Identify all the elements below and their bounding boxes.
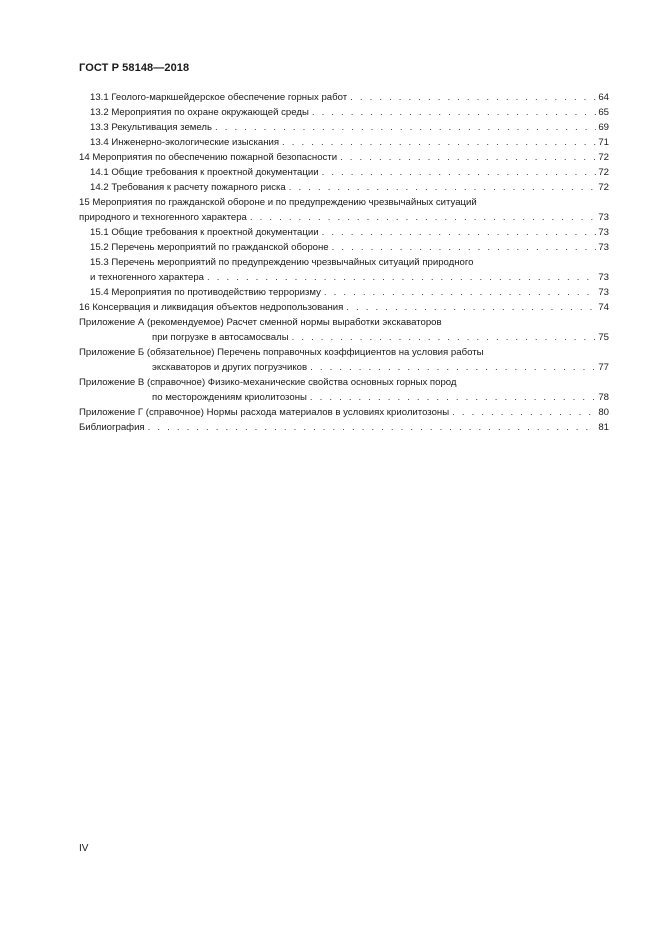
dot-leader <box>312 105 596 120</box>
toc-entry-title: 14.2 Требования к расчету пожарного риска <box>90 182 286 193</box>
toc-page-number: 71 <box>598 137 609 148</box>
toc-entry-title: 14 Мероприятия по обеспечению пожарной безопасности <box>79 152 338 163</box>
toc-entry-title: Библиография <box>79 422 145 433</box>
document-header: ГОСТ Р 58148—2018 <box>79 62 190 74</box>
toc-entry-title: 13.3 Рекультивация земель <box>90 122 213 133</box>
page-number-footer: IV <box>79 843 89 854</box>
toc-entry-title: 13.4 Инженерно-экологические изыскания <box>90 137 280 148</box>
toc-entry-appendix-g <box>79 405 609 420</box>
toc-entry-15-2 <box>79 240 609 255</box>
toc-entry-title: 14.1 Общие требования к проектной документации <box>90 167 319 178</box>
toc-entry-bibliography <box>79 420 609 435</box>
toc-entry-appendix-b <box>79 345 609 375</box>
toc-entry-title: Приложение Г (справочное) Нормы расхода материалов в условиях криолитозоны <box>79 407 450 418</box>
toc-page-number: 77 <box>598 362 609 373</box>
toc-entry-title: 13.1 Геолого-маркшейдерское обеспечение горных работ <box>90 92 348 103</box>
toc-entry-title: 16 Консервация и ликвидация объектов недропользования <box>79 302 344 313</box>
dot-leader <box>322 225 597 240</box>
toc-entry-title: Приложение Б (обязательное) Перечень поправочных коэффициентов на условия работы <box>79 347 484 358</box>
toc-page-number: 81 <box>598 422 609 433</box>
toc-entry-14-1 <box>79 165 609 180</box>
toc-page-number: 72 <box>598 167 609 178</box>
dot-leader <box>207 270 596 285</box>
toc-entry-appendix-a <box>79 315 609 345</box>
toc-entry-13-3 <box>79 120 609 135</box>
dot-leader <box>350 91 596 105</box>
toc-page-number: 64 <box>598 92 609 103</box>
toc-page-number: 73 <box>598 212 609 223</box>
toc-page-number: 69 <box>598 122 609 133</box>
toc-entry-title-continued: экскаваторов и других погрузчиков <box>152 362 308 373</box>
toc-entry-15-3 <box>79 255 609 285</box>
dot-leader <box>215 120 596 135</box>
toc-entry-14-2 <box>79 180 609 195</box>
dot-leader <box>282 135 596 150</box>
table-of-contents <box>79 91 609 435</box>
toc-page-number: 73 <box>598 272 609 283</box>
dot-leader <box>289 180 597 195</box>
toc-page-number: 72 <box>598 152 609 163</box>
dot-leader <box>148 420 597 435</box>
toc-page-number: 73 <box>598 287 609 298</box>
toc-page-number: 73 <box>598 227 609 238</box>
dot-leader <box>340 150 596 165</box>
dot-leader <box>250 210 596 225</box>
toc-entry-title: 15 Мероприятия по гражданской обороне и по предупреждению чрезвычайных ситуаций <box>79 197 477 208</box>
toc-page-number: 65 <box>598 107 609 118</box>
toc-entry-13-2 <box>79 105 609 120</box>
toc-entry-13-1 <box>79 91 609 105</box>
dot-leader <box>332 240 597 255</box>
toc-page-number: 75 <box>598 332 609 343</box>
toc-page-number: 80 <box>598 407 609 418</box>
toc-entry-14 <box>79 150 609 165</box>
toc-entry-title-continued: при погрузке в автосамосвалы <box>152 332 289 343</box>
dot-leader <box>346 300 596 315</box>
toc-entry-title: 13.2 Мероприятия по охране окружающей среды <box>90 107 309 118</box>
toc-entry-title: Приложение А (рекомендуемое) Расчет сменной нормы выработки экскаваторов <box>79 317 442 328</box>
toc-entry-15 <box>79 195 609 225</box>
dot-leader <box>292 330 597 345</box>
toc-entry-title: 15.1 Общие требования к проектной документации <box>90 227 319 238</box>
toc-page-number: 78 <box>598 392 609 403</box>
toc-entry-appendix-v <box>79 375 609 405</box>
toc-entry-title-continued: по месторождениям криолитозоны <box>152 392 307 403</box>
toc-entry-13-4 <box>79 135 609 150</box>
toc-page-number: 74 <box>598 302 609 313</box>
dot-leader <box>310 390 596 405</box>
dot-leader <box>452 405 596 420</box>
toc-entry-title-continued: природного и техногенного характера <box>79 212 247 223</box>
toc-entry-16 <box>79 300 609 315</box>
toc-page-number: 73 <box>598 242 609 253</box>
toc-entry-title: 15.4 Мероприятия по противодействию терроризму <box>90 287 321 298</box>
toc-entry-title: Приложение В (справочное) Физико-механические свойства основных горных пород <box>79 377 457 388</box>
toc-page-number: 72 <box>598 182 609 193</box>
toc-entry-title-continued: и техногенного характера <box>90 272 205 283</box>
toc-entry-title: 15.2 Перечень мероприятий по гражданской обороне <box>90 242 329 253</box>
toc-entry-15-1 <box>79 225 609 240</box>
dot-leader <box>310 360 596 375</box>
dot-leader <box>324 285 596 300</box>
toc-entry-title: 15.3 Перечень мероприятий по предупреждению чрезвычайных ситуаций природного <box>90 257 474 268</box>
toc-entry-15-4 <box>79 285 609 300</box>
dot-leader <box>322 165 597 180</box>
